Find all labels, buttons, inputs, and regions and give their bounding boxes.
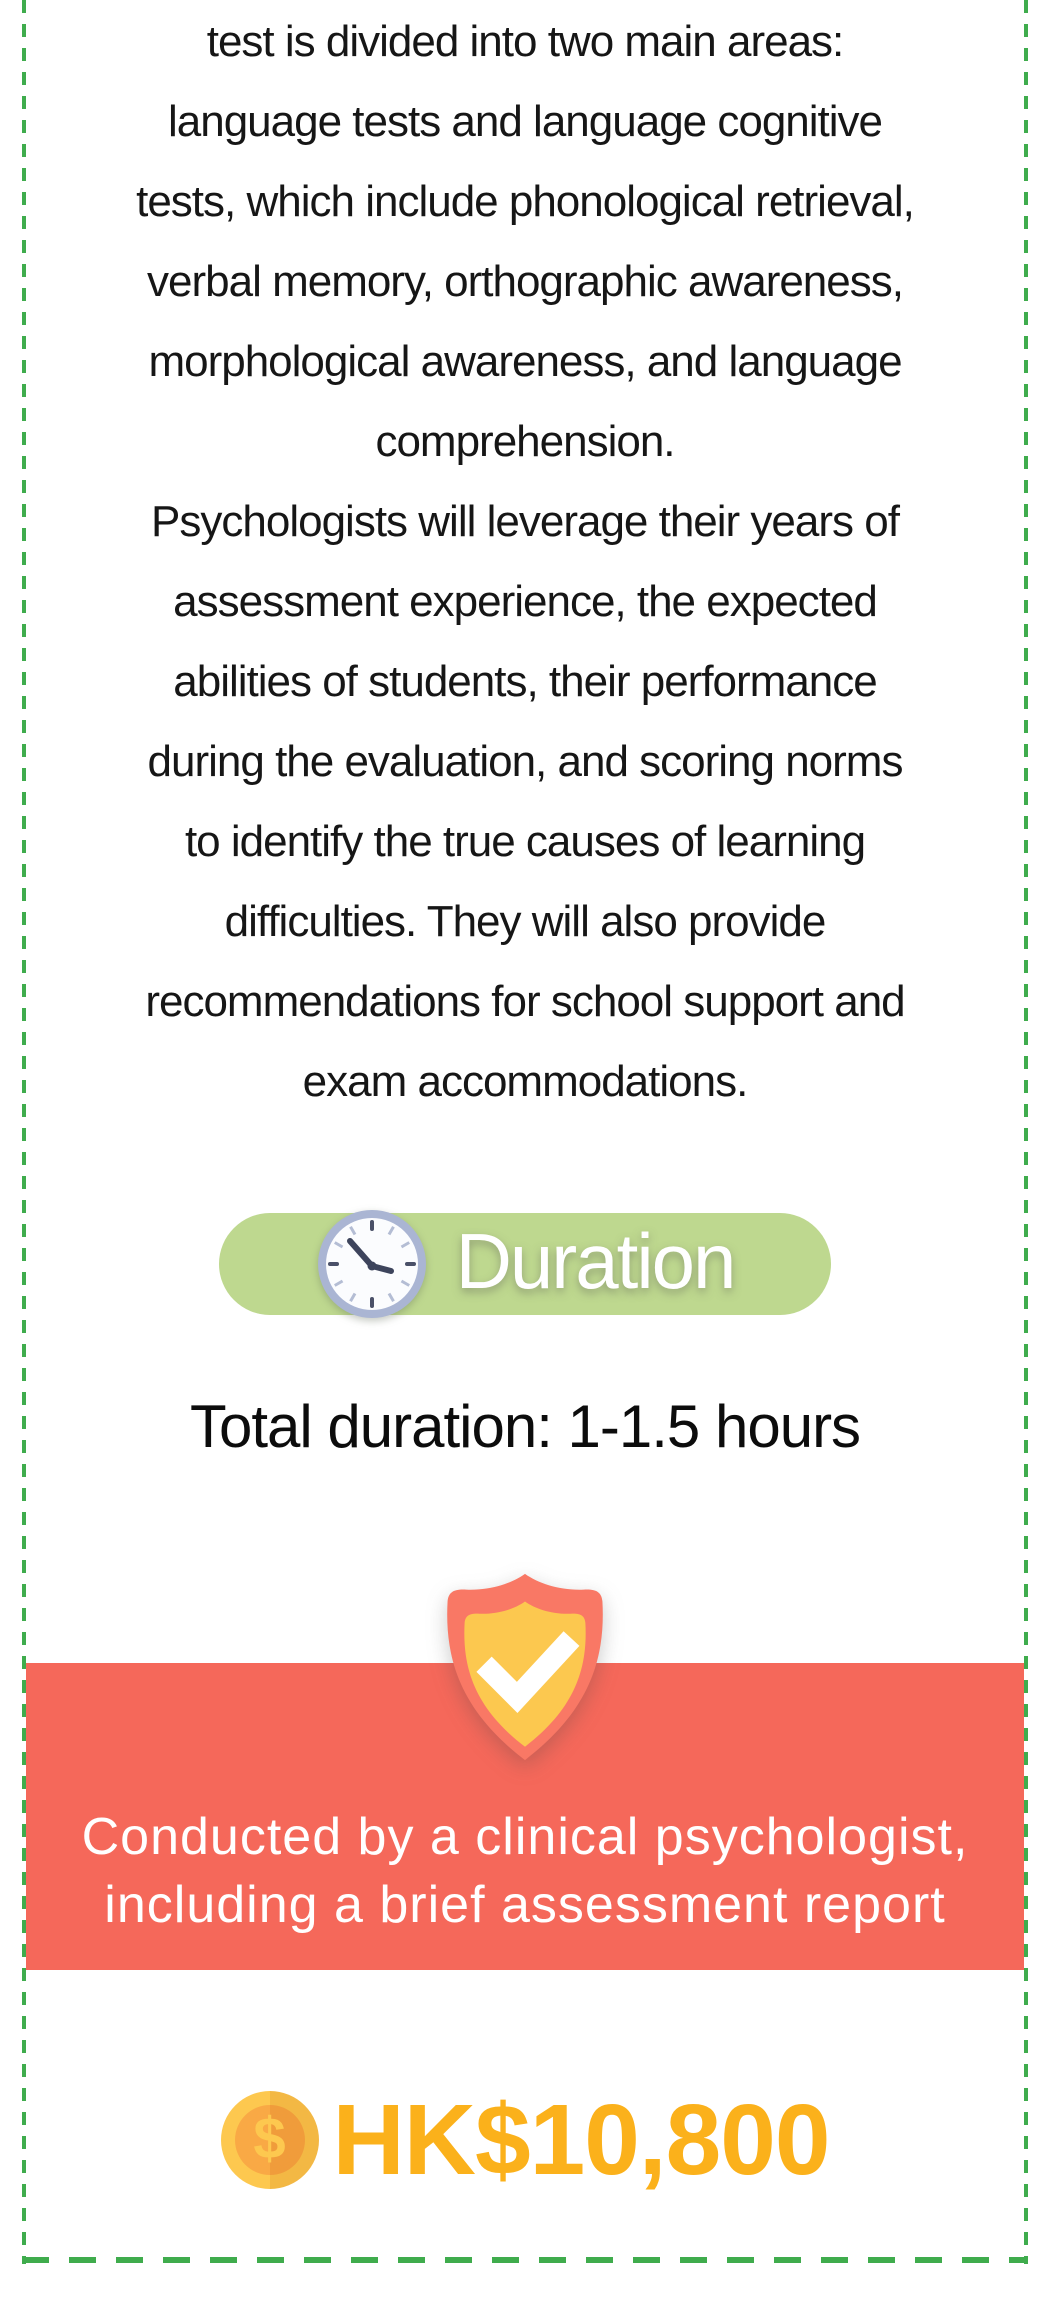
dashed-border-right [1024,0,1028,2264]
clock-icon [316,1208,428,1320]
banner-line-1: Conducted by a clinical psychologist, [81,1808,969,1866]
description-line: verbal memory, orthographic awareness, [147,257,903,306]
description-line: difficulties. They will also provide [224,897,826,946]
price-text: HK$10,800 [332,2084,830,2196]
description-line: language tests and language cognitive [167,97,883,146]
description-line: abilities of students, their performance [173,657,877,706]
description-text [0,2,1050,1122]
description-line: tests, which include phonological retrieval, [136,177,914,226]
description-line: test is divided into two main areas: [206,17,844,66]
banner-line-2: including a brief assessment report [104,1876,946,1934]
duration-badge-label: Duration [455,1217,735,1305]
description-line: comprehension. [375,417,675,466]
description-line: assessment experience, the expected [173,577,877,626]
coin-inner-circle [235,2105,305,2175]
description-line: morphological awareness, and language [148,337,902,386]
coin-dollar-symbol: $ [253,2106,286,2171]
total-duration-text: Total duration: 1-1.5 hours [189,1393,861,1460]
duration-badge [219,1213,831,1315]
shield-check-icon [426,1570,624,1766]
dashed-border-left [22,0,26,2264]
info-banner-text [26,1803,1024,1939]
price-section [0,2084,1050,2196]
description-line: during the evaluation, and scoring norms [147,737,903,786]
coin-dollar-icon [221,2091,319,2189]
description-line: exam accommodations. [302,1057,748,1106]
description-line: recommendations for school support and [145,977,905,1026]
description-line: Psychologists will leverage their years of [151,497,899,546]
description-line: to identify the true causes of learning [184,817,866,866]
dashed-border-bottom [22,2257,1028,2263]
